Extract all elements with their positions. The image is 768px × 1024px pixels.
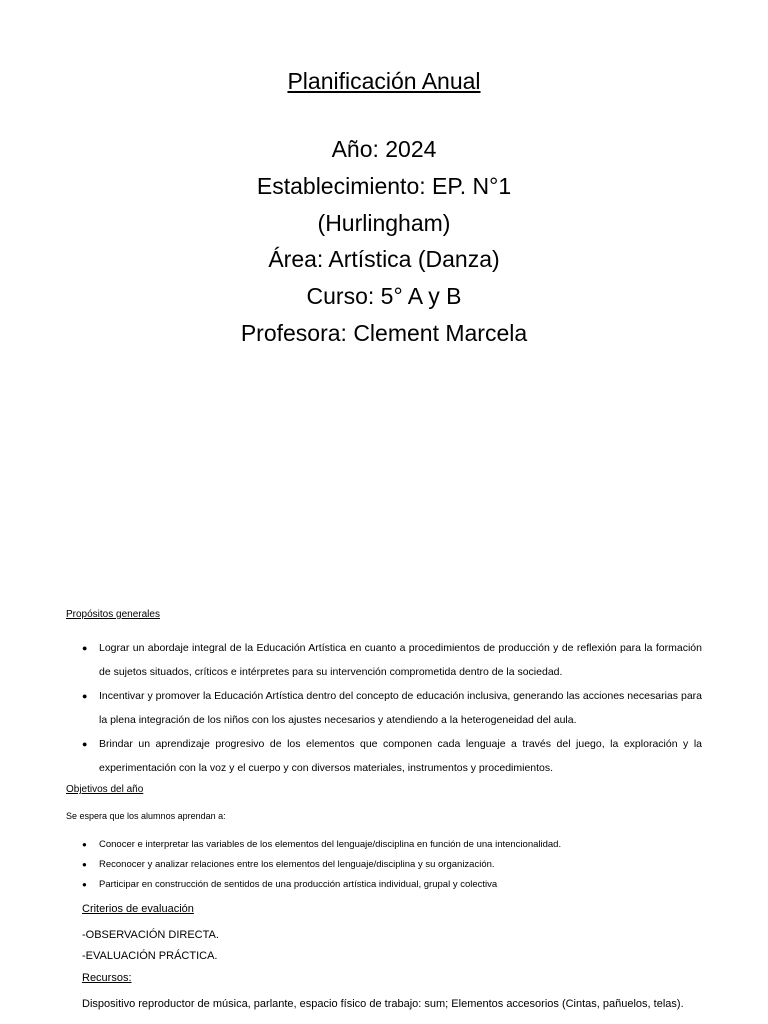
bullet-icon: ● — [82, 840, 87, 849]
bullet-icon: ● — [82, 739, 88, 749]
list-item-text: Lograr un abordaje integral de la Educación Artística en cuanto a procedimientos de producción y de reflexión para la formación de sujetos situados, críticos e intérpretes para su intervención comprometida dentro de la sociedad. — [99, 642, 702, 678]
criterio-item: -EVALUACIÓN PRÁCTICA. — [82, 950, 218, 962]
objetivos-intro: Se espera que los alumnos aprendan a: — [66, 811, 226, 821]
bullet-icon: ● — [82, 860, 87, 869]
document-title: Planificación Anual — [287, 68, 481, 94]
objetivos-list — [80, 835, 720, 895]
course-line: Curso: 5° A y B — [306, 283, 462, 310]
location-line: (Hurlingham) — [317, 209, 451, 236]
school-line: Establecimiento: EP. N°1 — [256, 172, 512, 199]
list-item — [80, 684, 702, 732]
list-item-text: Reconocer y analizar relaciones entre los elementos del lenguaje/disciplina y su organización. — [99, 859, 495, 870]
list-item — [80, 636, 702, 684]
bullet-icon: ● — [82, 643, 88, 653]
list-item-text: Participar en construcción de sentidos de una producción artística individual, grupal y colectiva — [99, 879, 498, 890]
list-item — [80, 732, 702, 780]
propositos-heading: Propósitos generales — [66, 609, 160, 620]
list-item-text: Conocer e interpretar las variables de los elementos del lenguaje/disciplina en función de una intencionalidad. — [99, 839, 562, 850]
bullet-icon: ● — [82, 691, 88, 701]
list-item — [80, 875, 720, 895]
list-item — [80, 835, 720, 855]
teacher-line: Profesora: Clement Marcela — [240, 319, 528, 346]
recursos-text: Dispositivo reproductor de música, parlante, espacio físico de trabajo: sum; Elementos accesorios (Cintas, pañuelos, telas). — [82, 998, 684, 1010]
bullet-icon: ● — [82, 880, 87, 889]
list-item-text: Brindar un aprendizaje progresivo de los elementos que componen cada lenguaje a través del juego, la exploración y la experimentación con la voz y el cuerpo y con diversos materiales, instrumentos y procedimientos. — [99, 738, 702, 774]
objetivos-heading: Objetivos del año — [66, 784, 144, 795]
area-line: Área: Artística (Danza) — [268, 246, 500, 273]
criterio-item: -OBSERVACIÓN DIRECTA. — [82, 929, 219, 941]
list-item — [80, 855, 720, 875]
list-item-text: Incentivar y promover la Educación Artística dentro del concepto de educación inclusiva, generando las acciones necesarias para la plena integración de los niños con los ajustes necesarios y atendiendo a la heterogeneidad del aula. — [99, 690, 702, 726]
header-block — [0, 131, 768, 352]
recursos-heading: Recursos: — [82, 972, 132, 984]
year-line: Año: 2024 — [331, 136, 437, 162]
propositos-list — [80, 636, 702, 780]
criterios-heading: Criterios de evaluación — [82, 903, 194, 915]
